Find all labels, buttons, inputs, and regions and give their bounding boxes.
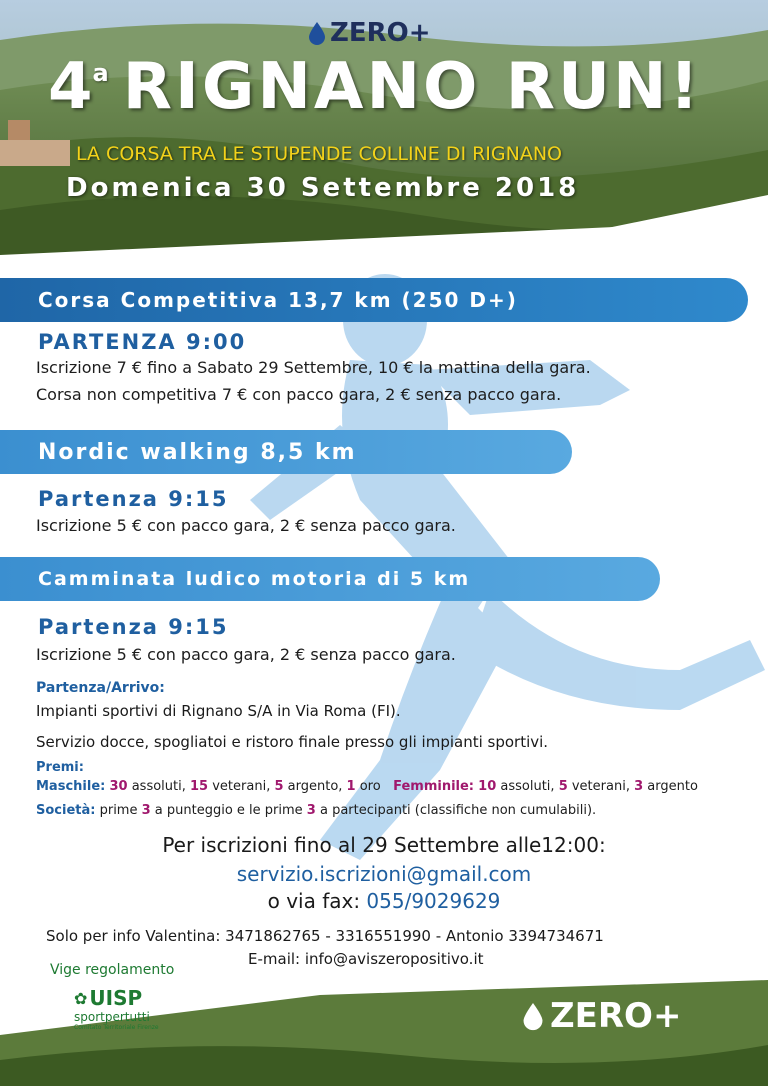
edition-sup: a	[92, 59, 109, 87]
venue-text: Impianti sportivi di Rignano S/A in Via Roma (FI).	[36, 702, 401, 720]
banner-text: Camminata ludico motoria di 5 km	[38, 568, 471, 590]
registration-fax	[0, 889, 768, 913]
uisp-logo	[74, 986, 159, 1031]
prize-text: argento,	[283, 779, 347, 794]
prize-text: assoluti,	[127, 779, 191, 794]
prize-text: veterani,	[208, 779, 275, 794]
section-line: Iscrizione 5 € con pacco gara, 2 € senza pacco gara.	[36, 516, 456, 535]
banner-nordic-walking	[0, 430, 572, 474]
regolamento-text: Vige regolamento	[50, 962, 175, 978]
prize-number: 3	[141, 803, 151, 818]
uisp-tiny: Comitato Territoriale Firenze	[74, 1024, 159, 1031]
start-time: Partenza 9:15	[38, 615, 229, 639]
prize-number: 3	[306, 803, 316, 818]
partenza-arrivo-label: Partenza/Arrivo:	[36, 680, 165, 696]
fax-prefix: o via fax:	[267, 889, 367, 913]
prize-text: a partecipanti (classifiche non cumulabili).	[315, 803, 597, 818]
contact-email: E-mail: info@aviszeropositivo.it	[248, 950, 484, 968]
banner-text: Nordic walking 8,5 km	[38, 439, 357, 465]
banner-camminata	[0, 557, 660, 601]
fax-number: 055/9029629	[366, 889, 501, 913]
prize-text: prime	[95, 803, 142, 818]
zero-plus-logo	[306, 18, 431, 48]
femminile-label: Femminile:	[393, 779, 475, 794]
uisp-sub: sportpertutti	[74, 1010, 150, 1024]
logo-text: ZERO+	[550, 996, 682, 1036]
prize-number: 5	[274, 779, 284, 794]
prize-text: a punteggio e le prime	[150, 803, 307, 818]
prize-text: veterani,	[567, 779, 635, 794]
premi-label: Premi:	[36, 760, 84, 775]
prize-number: 10	[478, 779, 497, 794]
registration-heading: Per iscrizioni fino al 29 Settembre alle12:00:	[162, 833, 606, 857]
section-line: Iscrizione 5 € con pacco gara, 2 € senza pacco gara.	[36, 645, 456, 664]
prize-number: 5	[558, 779, 568, 794]
prizes-line	[36, 779, 698, 794]
banner-text: Corsa Competitiva 13,7 km (250 D+)	[38, 288, 518, 312]
prize-text: oro	[355, 779, 381, 794]
banner-corsa-competitiva	[0, 278, 748, 322]
start-time: PARTENZA 9:00	[38, 330, 247, 354]
prize-text: argento	[643, 779, 698, 794]
services-text: Servizio docce, spogliatoi e ristoro finale presso gli impianti sportivi.	[36, 733, 549, 751]
event-title	[48, 50, 702, 124]
section-line: Iscrizione 7 € fino a Sabato 29 Settembre, 10 € la mattina della gara.	[36, 358, 591, 377]
start-time: Partenza 9:15	[38, 487, 229, 511]
prize-number: 30	[109, 779, 128, 794]
section-line: Corsa non competitiva 7 € con pacco gara, 2 € senza pacco gara.	[36, 385, 562, 404]
title-text: RIGNANO RUN!	[122, 50, 702, 124]
prize-number: 3	[634, 779, 644, 794]
uisp-text: UISP	[89, 986, 143, 1010]
prize-number: 15	[190, 779, 209, 794]
zero-plus-logo-bottom	[520, 996, 681, 1036]
event-date: Domenica 30 Settembre 2018	[66, 173, 580, 203]
tagline: LA CORSA TRA LE STUPENDE COLLINE DI RIGNANO	[76, 143, 562, 165]
registration-email-link[interactable]: servizio.iscrizioni@gmail.com	[236, 862, 532, 886]
blood-drop-icon	[306, 21, 328, 45]
prize-number: 1	[346, 779, 356, 794]
logo-text: ZERO+	[330, 18, 431, 48]
uisp-leaf-icon: ✿	[74, 988, 88, 1008]
prize-text: assoluti,	[496, 779, 559, 794]
edition-number: 4	[48, 50, 93, 124]
maschile-label: Maschile:	[36, 779, 106, 794]
societa-line	[36, 803, 596, 818]
societa-label: Società:	[36, 803, 96, 818]
contact-phones: Solo per info Valentina: 3471862765 - 3316551990 - Antonio 3394734671	[46, 927, 604, 945]
blood-drop-icon	[520, 1001, 546, 1031]
